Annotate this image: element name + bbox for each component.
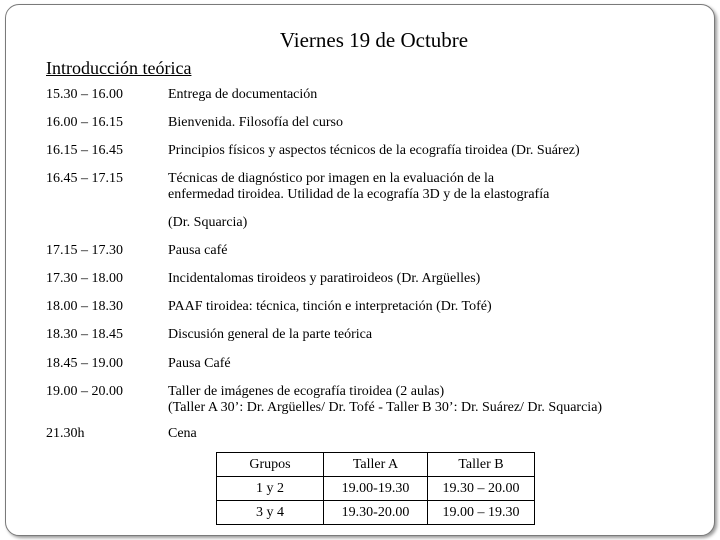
schedule-time: 16.00 – 16.15: [46, 115, 123, 130]
table-cell: 19.00-19.30: [324, 477, 428, 501]
schedule-time: 21.30h: [46, 426, 85, 441]
page-title: Viernes 19 de Octubre: [279, 28, 469, 52]
schedule-description: Pausa Café: [168, 356, 231, 371]
schedule-time: 18.30 – 18.45: [46, 327, 123, 342]
schedule-time: 18.45 – 19.00: [46, 356, 123, 371]
table-cell: 19.00 – 19.30: [428, 501, 535, 525]
schedule-time: 19.00 – 20.00: [46, 384, 123, 399]
table-header-cell: Taller A: [324, 453, 428, 477]
section-heading: Introducción teórica: [46, 58, 192, 78]
table-header-cell: Grupos: [217, 453, 324, 477]
schedule-time: 17.15 – 17.30: [46, 243, 123, 258]
table-cell: 1 y 2: [217, 477, 324, 501]
schedule-time: 18.00 – 18.30: [46, 299, 123, 314]
schedule-description: Taller de imágenes de ecografía tiroidea (2 aulas): [168, 384, 445, 399]
table-cell: 19.30 – 20.00: [428, 477, 535, 501]
schedule-description: Discusión general de la parte teórica: [168, 327, 373, 342]
groups-table: [216, 452, 535, 525]
schedule-description: enfermedad tiroidea. Utilidad de la ecografía 3D y de la elastografía: [168, 187, 550, 202]
schedule-description: Cena: [168, 426, 197, 441]
schedule-time: 16.45 – 17.15: [46, 171, 123, 186]
table-cell: 3 y 4: [217, 501, 324, 525]
schedule-time: 16.15 – 16.45: [46, 143, 123, 158]
schedule-description: (Taller A 30’: Dr. Argüelles/ Dr. Tofé - Taller B 30’: Dr. Suárez/ Dr. Squarcia): [168, 400, 603, 415]
schedule-description: Técnicas de diagnóstico por imagen en la evaluación de la: [168, 171, 495, 186]
schedule-description: Entrega de documentación: [168, 87, 318, 102]
table-row: [217, 501, 535, 525]
table-cell: 19.30-20.00: [324, 501, 428, 525]
schedule-description: (Dr. Squarcia): [168, 215, 248, 230]
schedule-description: Bienvenida. Filosofía del curso: [168, 115, 343, 130]
schedule-description: Incidentalomas tiroideos y paratiroideos (Dr. Argüelles): [168, 271, 481, 286]
schedule-description: Pausa café: [168, 243, 228, 258]
table-header-row: [217, 453, 535, 477]
schedule-time: 17.30 – 18.00: [46, 271, 123, 286]
schedule-description: PAAF tiroidea: técnica, tinción e interpretación (Dr. Tofé): [168, 299, 492, 314]
schedule-description: Principios físicos y aspectos técnicos de la ecografía tiroidea (Dr. Suárez): [168, 143, 580, 158]
schedule-time: 15.30 – 16.00: [46, 87, 123, 102]
table-header-cell: Taller B: [428, 453, 535, 477]
table-row: [217, 477, 535, 501]
